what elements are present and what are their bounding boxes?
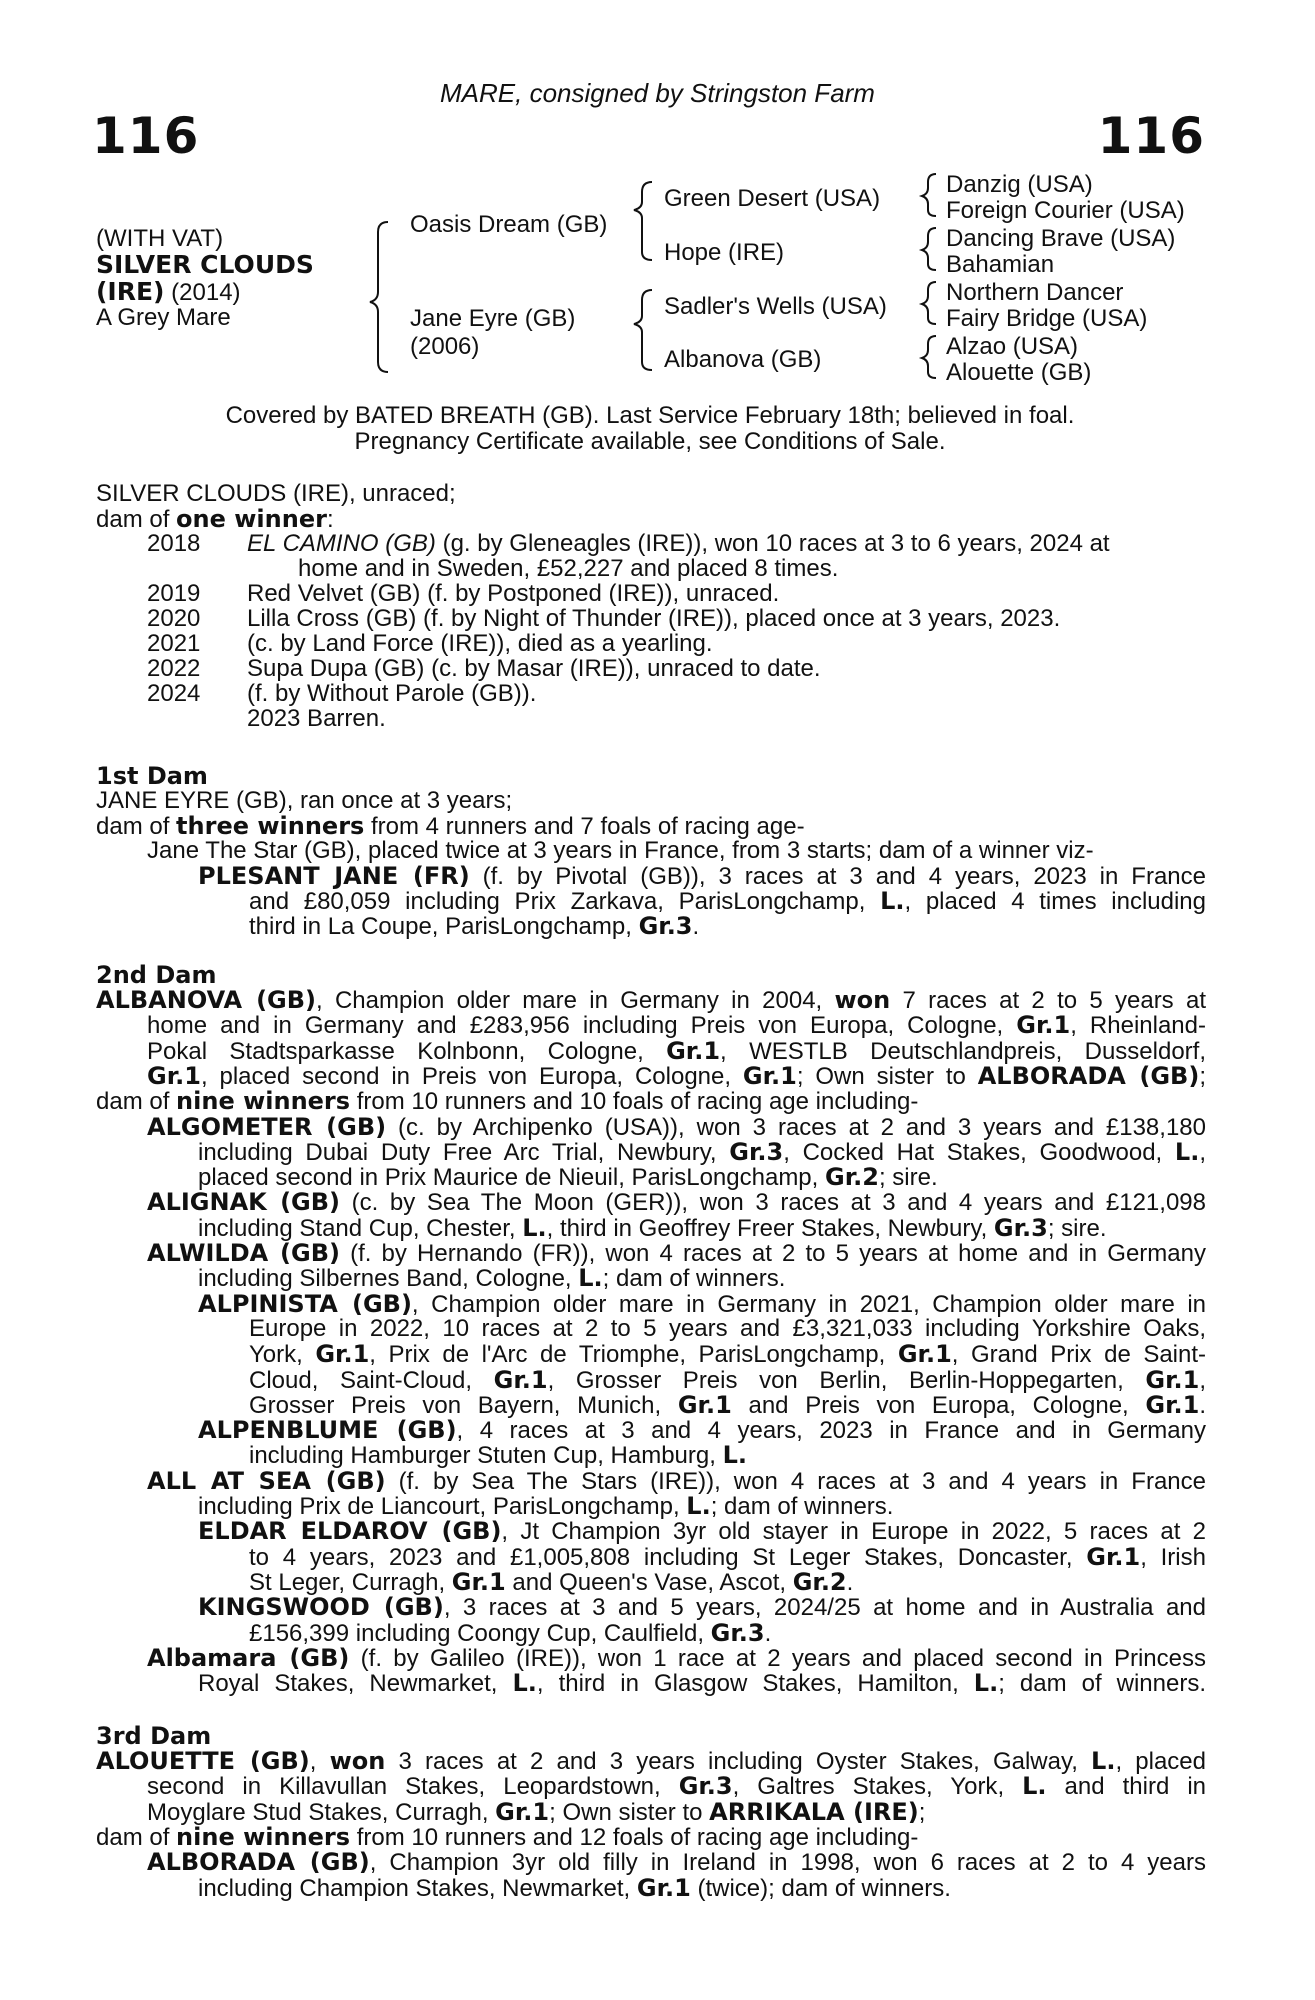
first-dam-winner-line-2: and £80,059 including Prix Zarkava, ParisLongchamp, L., placed 4 times including: [249, 887, 1206, 915]
text-line: Europe in 2022, 10 races at 2 to 5 years and £3,321,033 including Yorkshire Oaks,: [249, 1314, 1206, 1342]
first-dam-winner-line-3: third in La Coupe, ParisLongchamp, Gr.3.: [249, 912, 700, 940]
text-line: placed second in Prix Maurice de Nieuil, ParisLongchamp, Gr.2; sire.: [198, 1163, 938, 1192]
produce-year: 2019: [147, 580, 201, 607]
text-line: KINGSWOOD (GB), 3 races at 3 and 5 years, 2024/25 at home and in Australia and: [198, 1593, 1206, 1622]
sire: Oasis Dream (GB): [410, 211, 608, 238]
horse-year: (2014): [164, 279, 241, 306]
text-line: to 4 years, 2023 and £1,005,808 including St Leger Stakes, Doncaster, Gr.1, Irish: [249, 1542, 1206, 1571]
text-line: Cloud, Saint-Cloud, Gr.1, Grosser Preis von Berlin, Berlin-Hoppegarten, Gr.1,: [249, 1365, 1207, 1394]
produce-row: 2023 Barren.: [247, 705, 386, 732]
produce-row: 2019 Red Velvet (GB) (f. by Postponed (IRE)), unraced.: [147, 580, 780, 607]
produce-row-continued: home and in Sweden, £52,227 and placed 8 times.: [298, 555, 839, 582]
covered-line-2: Pregnancy Certificate available, see Conditions of Sale.: [354, 428, 946, 455]
dam-sire: Sadler's Wells (USA): [664, 293, 887, 320]
text-line: ALL AT SEA (GB) (f. by Sea The Stars (IRE)), won 4 races at 3 and 4 years in France: [147, 1466, 1206, 1495]
horse-name: SILVER CLOUDS: [96, 250, 314, 279]
grandsire-7: Alzao (USA): [946, 333, 1079, 360]
first-dam-foal: Jane The Star (GB), placed twice at 3 years in France, from 3 starts; dam of a winner viz-: [147, 837, 1094, 864]
produce-row: 2022 Supa Dupa (GB) (c. by Masar (IRE)), unraced to date.: [147, 655, 821, 682]
text-line: including Prix de Liancourt, ParisLongchamp, L.; dam of winners.: [198, 1492, 894, 1520]
text-line: including Silbernes Band, Cologne, L.; dam of winners.: [198, 1264, 786, 1293]
text-line: St Leger, Curragh, Gr.1 and Queen's Vase, Ascot, Gr.2.: [249, 1567, 854, 1596]
sire-sire: Green Desert (USA): [664, 185, 881, 212]
text-line: ALBORADA (GB), Champion 3yr old filly in Ireland in 1998, won 6 races at 2 to 4 years: [147, 1848, 1206, 1877]
text-line: ALOUETTE (GB), won 3 races at 2 and 3 years including Oyster Stakes, Galway, L., placed: [96, 1747, 1206, 1775]
first-dam-line: JANE EYRE (GB), ran once at 3 years;: [96, 787, 513, 814]
produce-row: 2024 (f. by Without Parole (GB)).: [147, 680, 537, 707]
dam: Jane Eyre (GB): [410, 305, 576, 332]
grandsire-5: Northern Dancer: [946, 279, 1124, 306]
produce-year: 2021: [147, 630, 201, 657]
produce-dam-of: dam of one winner:: [96, 505, 334, 533]
text-line: ALWILDA (GB) (f. by Hernando (FR)), won 4 races at 2 to 5 years at home and in Germany: [147, 1239, 1206, 1267]
text-line: ALPENBLUME (GB), 4 races at 3 and 4 years, 2023 in France and in Germany: [198, 1416, 1206, 1445]
text-line: £156,399 including Coongy Cup, Caulfield, Gr.3.: [249, 1618, 772, 1647]
first-dam-winner-line-1: PLESANT JANE (FR) (f. by Pivotal (GB)), 3 races at 3 and 4 years, 2023 in France: [198, 862, 1206, 890]
lot-number-right: 116: [1097, 107, 1205, 165]
dam-dam: Albanova (GB): [664, 346, 822, 373]
vat-label: (WITH VAT): [96, 225, 224, 252]
text-line: Royal Stakes, Newmarket, L., third in Glasgow Stakes, Hamilton, L.; dam of winners.: [198, 1669, 1206, 1698]
first-dam-dam-of: dam of three winners from 4 runners and 7 foals of racing age-: [96, 812, 805, 840]
horse-origin: (IRE): [96, 277, 165, 306]
second-dam-heading: 2nd Dam: [96, 961, 217, 989]
text-line: including Stand Cup, Chester, L., third in Geoffrey Freer Stakes, Newbury, Gr.3; sire.: [198, 1213, 1107, 1242]
text-line: ALBANOVA (GB), Champion older mare in Germany in 2004, won 7 races at 2 to 5 years at: [96, 986, 1206, 1014]
text-line: including Champion Stakes, Newmarket, Gr.1 (twice); dam of winners.: [198, 1873, 951, 1902]
text-line: Albamara (GB) (f. by Galileo (IRE)), won 1 race at 2 years and placed second in Princess: [147, 1643, 1206, 1672]
produce-row: 2018 EL CAMINO (GB) (g. by Gleneagles (IRE)), won 10 races at 3 to 6 years, 2024 at: [147, 530, 1110, 557]
produce-year: 2018: [147, 530, 201, 557]
lot-number-left: 116: [92, 107, 200, 165]
first-dam-heading: 1st Dam: [96, 762, 208, 790]
grandsire-1: Danzig (USA): [946, 171, 1093, 198]
grandsire-4: Bahamian: [946, 251, 1055, 278]
text-line: ELDAR ELDAROV (GB), Jt Champion 3yr old stayer in Europe in 2022, 5 races at 2: [198, 1517, 1206, 1546]
text-line: Grosser Preis von Bayern, Munich, Gr.1 and Preis von Europa, Cologne, Gr.1.: [249, 1390, 1207, 1419]
text-line: Moyglare Stud Stakes, Curragh, Gr.1; Own sister to ARRIKALA (IRE);: [147, 1797, 926, 1826]
grandsire-2: Foreign Courier (USA): [946, 197, 1185, 224]
sire-dam: Hope (IRE): [664, 239, 785, 266]
text-line: home and in Germany and £283,956 including Preis von Europa, Cologne, Gr.1, Rheinland-: [147, 1011, 1206, 1040]
produce-row: 2020 Lilla Cross (GB) (f. by Night of Thunder (IRE)), placed once at 3 years, 2023.: [147, 605, 1061, 632]
dam-year: (2006): [410, 333, 480, 360]
text-line: dam of nine winners from 10 runners and 10 foals of racing age including-: [96, 1087, 919, 1116]
text-line: second in Killavullan Stakes, Leopardstown, Gr.3, Galtres Stakes, York, L. and third in: [147, 1772, 1206, 1801]
text-line: York, Gr.1, Prix de l'Arc de Triomphe, ParisLongchamp, Gr.1, Grand Prix de Saint-: [249, 1340, 1207, 1369]
text-line: including Hamburger Stuten Cup, Hamburg, L.: [249, 1441, 747, 1470]
horse-description: A Grey Mare: [96, 304, 231, 331]
grandsire-6: Fairy Bridge (USA): [946, 305, 1148, 332]
page-subtitle: MARE, consigned by Stringston Farm: [440, 78, 875, 108]
text-line: including Dubai Duty Free Arc Trial, Newbury, Gr.3, Cocked Hat Stakes, Goodwood, L.,: [198, 1137, 1206, 1166]
text-line: ALIGNAK (GB) (c. by Sea The Moon (GER)), won 3 races at 3 and 4 years and £121,098: [147, 1188, 1206, 1217]
third-dam-heading: 3rd Dam: [96, 1722, 212, 1750]
produce-year: 2020: [147, 605, 201, 632]
grandsire-8: Alouette (GB): [946, 359, 1092, 386]
text-line: ALGOMETER (GB) (c. by Archipenko (USA)), won 3 races at 2 and 3 years and £138,180: [147, 1112, 1206, 1141]
produce-intro: SILVER CLOUDS (IRE), unraced;: [96, 480, 456, 507]
produce-year: 2024: [147, 680, 201, 707]
covered-line-1: Covered by BATED BREATH (GB). Last Service February 18th; believed in foal.: [225, 402, 1075, 429]
grandsire-3: Dancing Brave (USA): [946, 225, 1176, 252]
text-line: Gr.1, placed second in Preis von Europa, Cologne, Gr.1; Own sister to ALBORADA (GB);: [147, 1061, 1206, 1090]
text-line: Pokal Stadtsparkasse Kolnbonn, Cologne, Gr.1, WESTLB Deutschlandpreis, Dusseldorf,: [147, 1036, 1206, 1065]
text-line: dam of nine winners from 10 runners and 12 foals of racing age including-: [96, 1822, 919, 1851]
produce-year: 2022: [147, 655, 201, 682]
produce-row: 2021 (c. by Land Force (IRE)), died as a yearling.: [147, 630, 713, 657]
text-line: ALPINISTA (GB), Champion older mare in Germany in 2021, Champion older mare in: [198, 1289, 1206, 1318]
